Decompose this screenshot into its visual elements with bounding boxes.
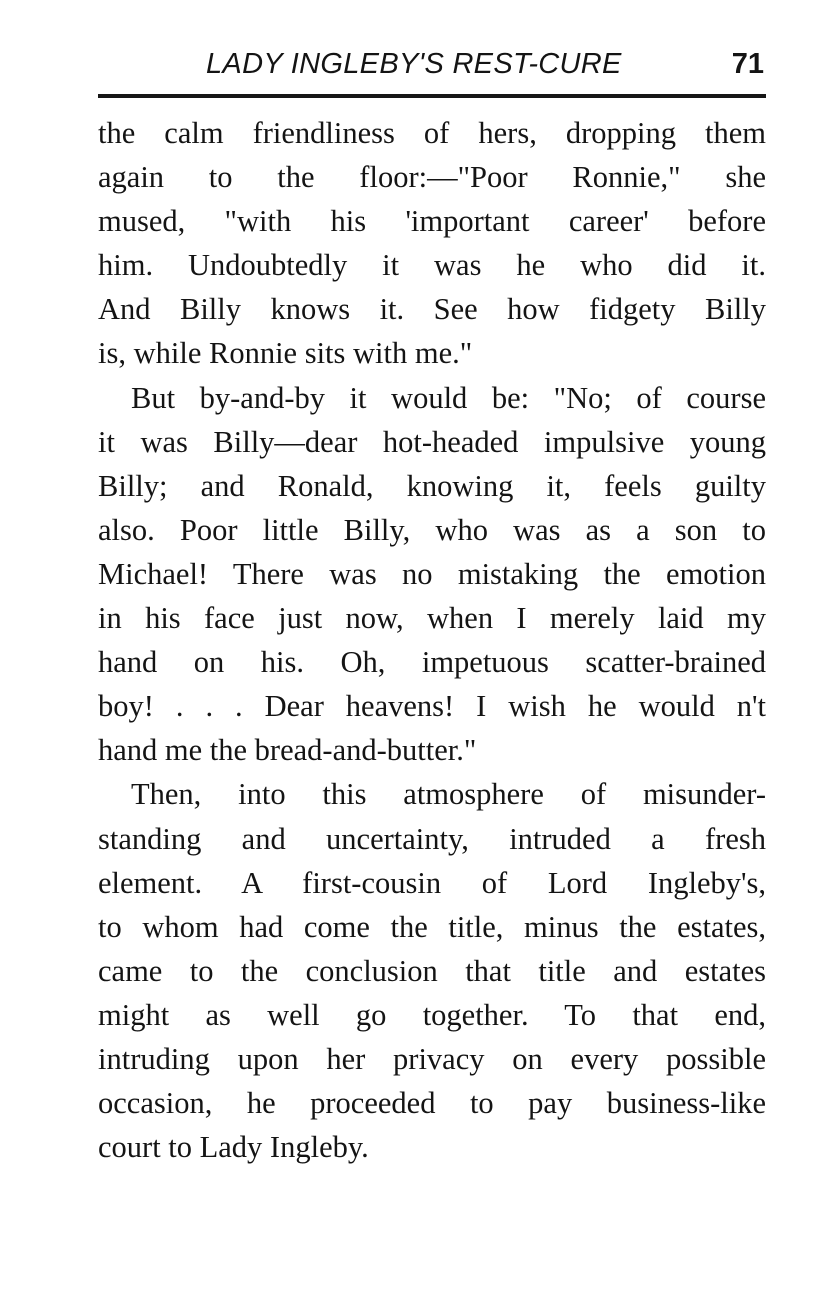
body-text (98, 111, 766, 1169)
text-line: hand on his. Oh, impetuous scatter-brained (98, 645, 766, 680)
text-line: him. Undoubtedly it was he who did it. (98, 248, 766, 283)
text-line: And Billy knows it. See how fidgety Billy (98, 292, 766, 327)
text-line: also. Poor little Billy, who was as a son to (98, 512, 766, 547)
text-line: But by-and-by it would be: "No; of course (131, 380, 766, 415)
text-line: again to the floor:—"Poor Ronnie," she (98, 160, 766, 195)
text-line: court to Lady Ingleby. (98, 1130, 369, 1165)
text-line: hand me the bread-and-butter." (98, 733, 477, 768)
text-line: to whom had come the title, minus the estates, (98, 909, 766, 944)
text-line: occasion, he proceeded to pay business-like (98, 1086, 766, 1121)
text-line: boy! . . . Dear heavens! I wish he would n't (98, 689, 766, 724)
text-line: standing and uncertainty, intruded a fresh (98, 821, 766, 856)
text-line: Billy; and Ronald, knowing it, feels guilty (98, 468, 766, 503)
header-rule (98, 94, 766, 98)
page-number: 71 (731, 48, 764, 80)
text-line: Michael! There was no mistaking the emotion (98, 556, 766, 591)
text-line: the calm friendliness of hers, dropping them (98, 116, 766, 150)
text-line: Then, into this atmosphere of misunder- (131, 777, 766, 812)
text-line: element. A first-cousin of Lord Ingleby's, (98, 865, 766, 900)
text-line: intruding upon her privacy on every possible (98, 1041, 766, 1076)
running-header (98, 44, 766, 84)
paragraph (98, 111, 766, 376)
paragraph (98, 772, 766, 1169)
text-line: came to the conclusion that title and estates (98, 953, 766, 988)
text-line: is, while Ronnie sits with me." (98, 336, 473, 371)
running-title: LADY INGLEBY'S REST-CURE (206, 48, 622, 80)
text-line: mused, "with his 'important career' before (98, 204, 766, 239)
text-line: in his face just now, when I merely laid my (98, 601, 766, 636)
paragraph (98, 376, 766, 773)
text-line: might as well go together. To that end, (98, 997, 766, 1032)
text-line: it was Billy—dear hot-headed impulsive young (98, 424, 766, 459)
